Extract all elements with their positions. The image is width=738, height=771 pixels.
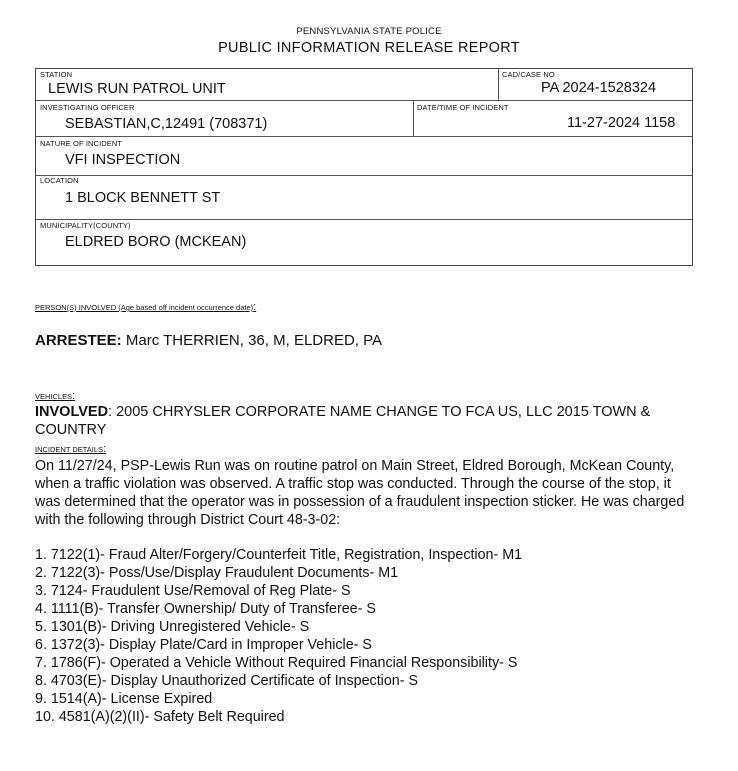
charge-item: 10. 4581(A)(2)(II)- Safety Belt Required xyxy=(35,709,285,725)
details-heading-text: INCIDENT DETAILS xyxy=(35,445,104,454)
charge-item: 5. 1301(B)- Driving Unregistered Vehicle- S xyxy=(35,619,310,635)
municipality-label: MUNICIPALITY(COUNTY) xyxy=(40,221,131,230)
charge-item: 9. 1514(A)- License Expired xyxy=(35,691,213,707)
incident-narrative: On 11/27/24, PSP-Lewis Run was on routine patrol on Main Street, Eldred Borough, McKean County, when a traffic violation was observed. A traffic stop was conducted. Through the course of the stop, it was determined that the operator was in possession of a fraudulent inspection sticker. He was charged with the following through District Court 48-3-02: xyxy=(35,458,685,528)
charge-item: 1. 7122(1)- Fraud Alter/Forgery/Counterfeit Title, Registration, Inspection- M1 xyxy=(35,547,523,563)
case-number-value: PA 2024-1528324 xyxy=(541,80,657,96)
arrestee-line xyxy=(35,332,382,349)
form-divider xyxy=(36,175,692,176)
datetime-label: DATE/TIME OF INCIDENT xyxy=(417,103,509,112)
arrestee-value: Marc THERRIEN, 36, M, ELDRED, PA xyxy=(125,332,383,349)
charge-item: 4. 1111(B)- Transfer Ownership/ Duty of Transferee- S xyxy=(35,601,376,617)
location-label: LOCATION xyxy=(40,176,79,185)
involved-value: : 2005 CHRYSLER CORPORATE NAME CHANGE TO FCA US, LLC 2015 TOWN & COUNTRY xyxy=(35,404,651,438)
nature-label: NATURE OF INCIDENT xyxy=(40,139,123,148)
form-divider xyxy=(36,100,692,101)
arrestee-label: ARRESTEE: xyxy=(35,332,122,349)
report-title: PUBLIC INFORMATION RELEASE REPORT xyxy=(218,40,520,56)
vehicles-heading-text: VEHICLES xyxy=(35,392,73,401)
location-value: 1 BLOCK BENNETT ST xyxy=(65,190,221,206)
datetime-value: 11-27-2024 1158 xyxy=(567,115,676,131)
persons-heading: PERSON(S) INVOLVED (Age based off incident occurrence date): xyxy=(35,301,257,313)
incident-form xyxy=(35,68,693,266)
case-number-label: CAD/CASE NO xyxy=(502,70,555,79)
charge-item: 8. 4703(E)- Display Unauthorized Certificate of Inspection- S xyxy=(35,673,419,689)
charge-item: 6. 1372(3)- Display Plate/Card in Improper Vehicle- S xyxy=(35,637,372,653)
vehicles-heading: VEHICLES: xyxy=(35,390,76,402)
form-divider xyxy=(36,136,692,137)
station-value: LEWIS RUN PATROL UNIT xyxy=(48,81,226,97)
station-label: STATION xyxy=(40,70,73,79)
details-heading: INCIDENT DETAILS: xyxy=(35,443,107,455)
charge-item: 3. 7124- Fraudulent Use/Removal of Reg Plate- S xyxy=(35,583,351,599)
municipality-value: ELDRED BORO (MCKEAN) xyxy=(65,234,247,250)
form-divider xyxy=(36,219,692,220)
charges-list xyxy=(35,546,522,726)
form-divider xyxy=(413,100,414,137)
agency-name: PENNSYLVANIA STATE POLICE xyxy=(296,26,442,37)
involved-label: INVOLVED xyxy=(35,404,109,420)
charge-item: 7. 1786(F)- Operated a Vehicle Without Required Financial Responsibility- S xyxy=(35,655,518,671)
vehicle-line xyxy=(35,403,695,439)
persons-heading-text: PERSON(S) INVOLVED (Age based off incident occurrence date) xyxy=(35,303,254,312)
officer-value: SEBASTIAN,C,12491 (708371) xyxy=(65,116,268,132)
nature-value: VFI INSPECTION xyxy=(65,152,181,168)
officer-label: INVESTIGATING OFFICER xyxy=(40,103,135,112)
charge-item: 2. 7122(3)- Poss/Use/Display Fraudulent Documents- M1 xyxy=(35,565,399,581)
form-divider xyxy=(498,69,499,101)
